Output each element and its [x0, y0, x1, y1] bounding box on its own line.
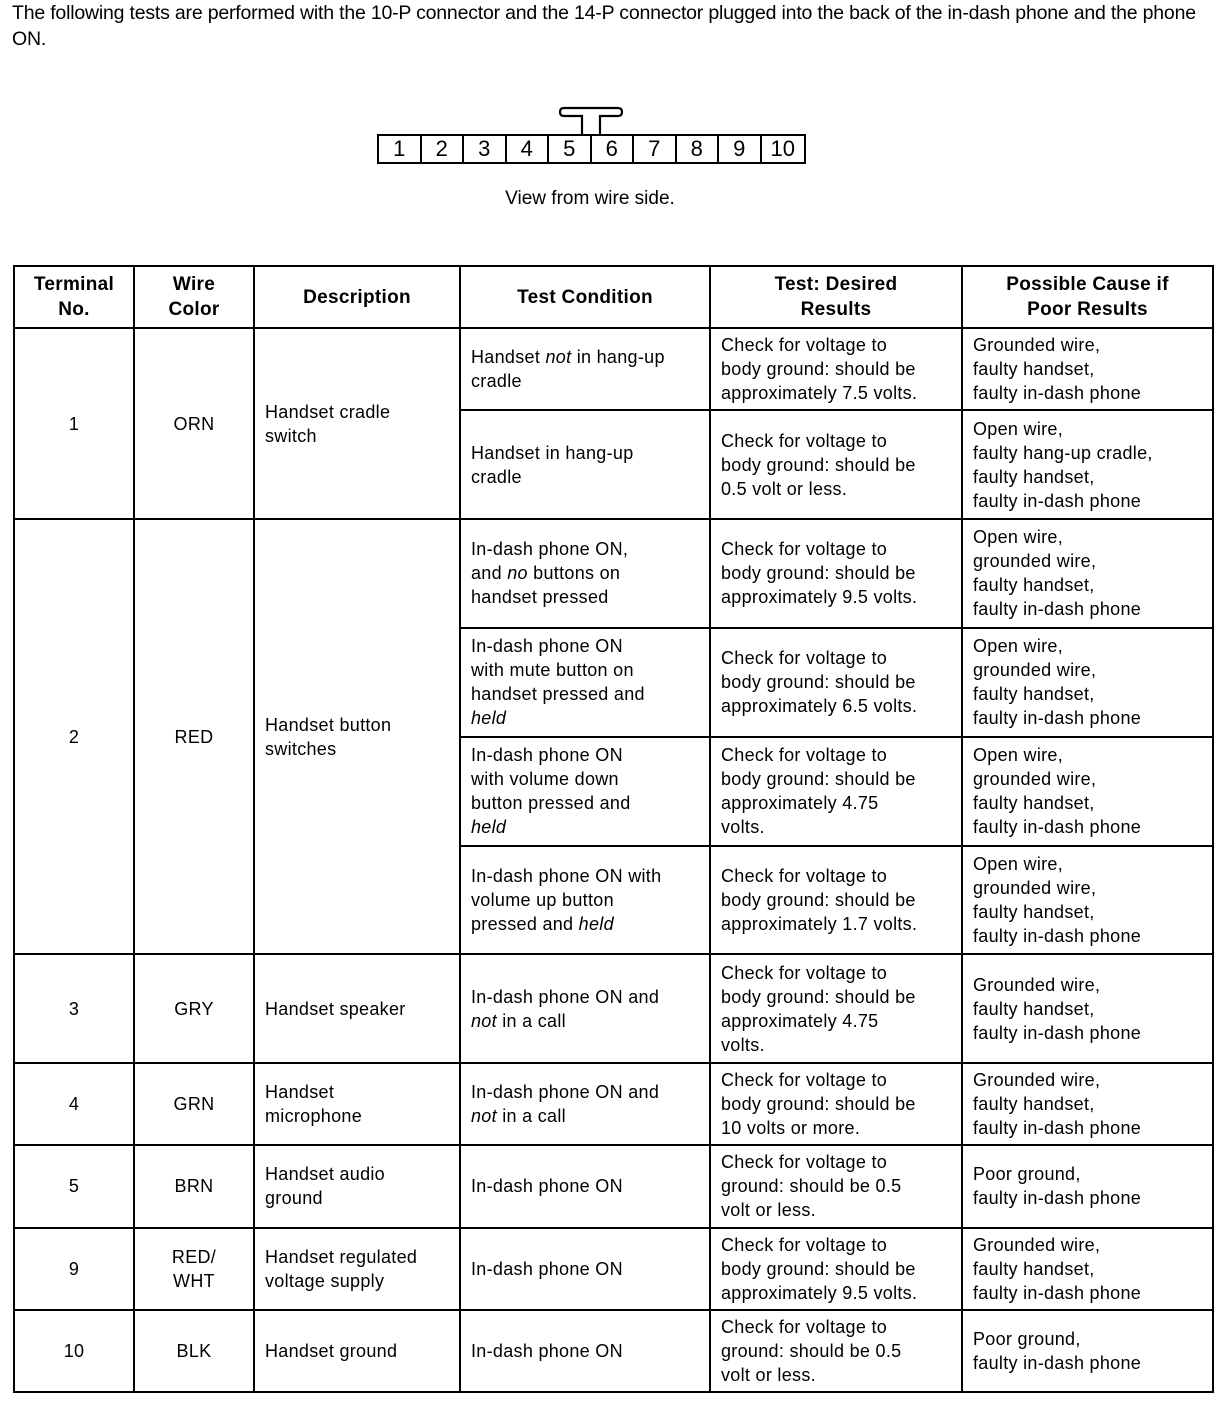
possible-cause: Open wire, faulty hang-up cradle, faulty handset, faulty in-dash phone — [962, 410, 1213, 519]
test-condition: Handset in hang-up cradle — [460, 410, 710, 519]
connector-pin: 1 — [379, 136, 422, 162]
description: Handset microphone — [254, 1063, 460, 1145]
table-row — [14, 519, 1213, 628]
connector-pin: 5 — [549, 136, 592, 162]
table-row — [14, 1228, 1213, 1310]
desired-result: Check for voltage to body ground: should be approximately 4.75 volts. — [710, 737, 962, 846]
description: Handset regulated voltage supply — [254, 1228, 460, 1310]
description: Handset button switches — [254, 519, 460, 954]
terminal-number: 9 — [14, 1228, 134, 1310]
connector-pin: 6 — [592, 136, 635, 162]
desired-result: Check for voltage to body ground: should be approximately 9.5 volts. — [710, 1228, 962, 1310]
connector-pin: 7 — [634, 136, 677, 162]
terminal-number: 4 — [14, 1063, 134, 1145]
connector-diagram — [377, 134, 806, 164]
connector-pin: 3 — [464, 136, 507, 162]
desired-result: Check for voltage to body ground: should be approximately 6.5 volts. — [710, 628, 962, 737]
connector-view-label: View from wire side. — [505, 188, 675, 209]
test-table — [13, 265, 1214, 1393]
connector-pin: 4 — [507, 136, 550, 162]
header-possible-cause: Possible Cause if Poor Results — [962, 266, 1213, 328]
connector-pin: 8 — [677, 136, 720, 162]
wire-color: BLK — [134, 1310, 254, 1392]
test-condition: In-dash phone ON with volume up button pressed and held — [460, 846, 710, 955]
possible-cause: Open wire, grounded wire, faulty handset, faulty in-dash phone — [962, 519, 1213, 628]
desired-result: Check for voltage to ground: should be 0.5 volt or less. — [710, 1310, 962, 1392]
possible-cause: Open wire, grounded wire, faulty handset, faulty in-dash phone — [962, 846, 1213, 955]
connector-pin: 2 — [422, 136, 465, 162]
table-row — [14, 954, 1213, 1063]
header-wire-color: Wire Color — [134, 266, 254, 328]
possible-cause: Grounded wire, faulty handset, faulty in-dash phone — [962, 954, 1213, 1063]
desired-result: Check for voltage to body ground: should be 0.5 volt or less. — [710, 410, 962, 519]
description: Handset speaker — [254, 954, 460, 1063]
connector-pin: 9 — [719, 136, 762, 162]
test-condition: In-dash phone ON with volume down button pressed and held — [460, 737, 710, 846]
possible-cause: Grounded wire, faulty handset, faulty in-dash phone — [962, 328, 1213, 410]
desired-result: Check for voltage to body ground: should be 10 volts or more. — [710, 1063, 962, 1145]
wire-color: RED/ WHT — [134, 1228, 254, 1310]
header-desired-results: Test: Desired Results — [710, 266, 962, 328]
desired-result: Check for voltage to body ground: should be approximately 9.5 volts. — [710, 519, 962, 628]
desired-result: Check for voltage to ground: should be 0.5 volt or less. — [710, 1145, 962, 1227]
test-condition: In-dash phone ON and not in a call — [460, 954, 710, 1063]
wire-color: GRY — [134, 954, 254, 1063]
description: Handset cradle switch — [254, 328, 460, 519]
possible-cause: Grounded wire, faulty handset, faulty in-dash phone — [962, 1228, 1213, 1310]
connector-pin: 10 — [770, 136, 795, 161]
table-row — [14, 1145, 1213, 1227]
description: Handset ground — [254, 1310, 460, 1392]
wire-color: GRN — [134, 1063, 254, 1145]
table-row — [14, 1063, 1213, 1145]
test-condition: In-dash phone ON — [460, 1145, 710, 1227]
test-condition: In-dash phone ON and not in a call — [460, 1063, 710, 1145]
possible-cause: Poor ground, faulty in-dash phone — [962, 1145, 1213, 1227]
terminal-number: 2 — [14, 519, 134, 954]
connector-latch-icon — [558, 106, 624, 136]
terminal-number: 5 — [14, 1145, 134, 1227]
test-condition: In-dash phone ON — [460, 1228, 710, 1310]
terminal-number: 3 — [14, 954, 134, 1063]
test-condition: In-dash phone ON — [460, 1310, 710, 1392]
desired-result: Check for voltage to body ground: should be approximately 7.5 volts. — [710, 328, 962, 410]
test-condition: In-dash phone ON, and no buttons on handset pressed — [460, 519, 710, 628]
table-header-row — [14, 266, 1213, 328]
terminal-number: 10 — [14, 1310, 134, 1392]
description: Handset audio ground — [254, 1145, 460, 1227]
wire-color: RED — [134, 519, 254, 954]
test-condition: Handset not in hang-up cradle — [460, 328, 710, 410]
intro-paragraph: The following tests are performed with the 10-P connector and the 14-P connector plugged into the back of the in-dash phone and the phone ON. — [12, 2, 1196, 50]
wire-color: ORN — [134, 328, 254, 519]
header-description: Description — [254, 266, 460, 328]
table-row — [14, 328, 1213, 410]
header-terminal-no: Terminal No. — [14, 266, 134, 328]
wire-color: BRN — [134, 1145, 254, 1227]
possible-cause: Open wire, grounded wire, faulty handset, faulty in-dash phone — [962, 737, 1213, 846]
table-row — [14, 1310, 1213, 1392]
test-condition: In-dash phone ON with mute button on handset pressed and held — [460, 628, 710, 737]
desired-result: Check for voltage to body ground: should be approximately 4.75 volts. — [710, 954, 962, 1063]
header-test-condition: Test Condition — [460, 266, 710, 328]
possible-cause: Grounded wire, faulty handset, faulty in-dash phone — [962, 1063, 1213, 1145]
possible-cause: Poor ground, faulty in-dash phone — [962, 1310, 1213, 1392]
terminal-number: 1 — [14, 328, 134, 519]
possible-cause: Open wire, grounded wire, faulty handset, faulty in-dash phone — [962, 628, 1213, 737]
desired-result: Check for voltage to body ground: should be approximately 1.7 volts. — [710, 846, 962, 955]
